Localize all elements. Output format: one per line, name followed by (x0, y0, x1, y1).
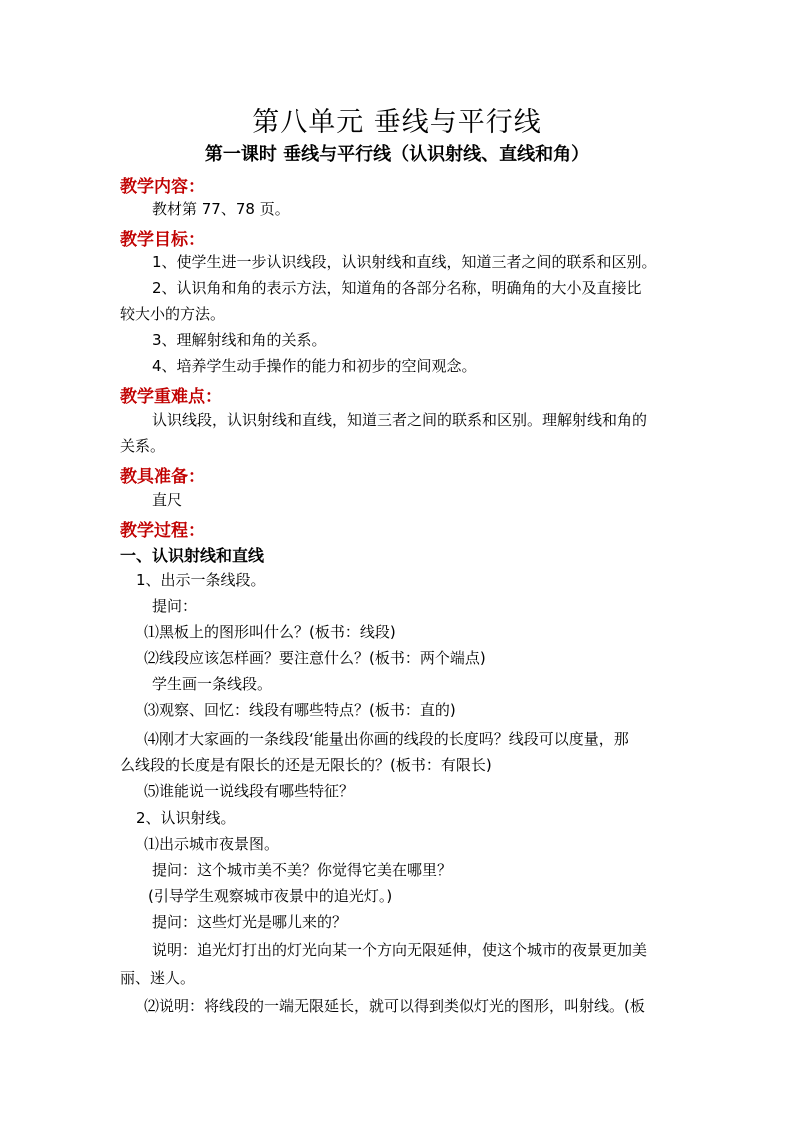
question-3: ⑶观察、回忆：线段有哪些特点？(板书：直的) (144, 701, 456, 719)
question-4-line-1: ⑷刚才大家画的一条线段‘能量出你画的线段的长度吗？线段可以度量，那 (144, 730, 629, 748)
key-points-line-2: 关系。 (120, 437, 166, 455)
question-5: ⑸谁能说一说线段有哪些特征？ (144, 782, 355, 800)
tools-heading: 教具准备： (120, 467, 205, 487)
key-points-line-1: 认识线段，认识射线和直线，知道三者之间的联系和区别。理解射线和角的 (152, 411, 648, 429)
goal-4: 4、培养学生动手操作的能力和初步的空间观念。 (152, 357, 477, 375)
part-1-heading: 一、认识射线和直线 (120, 546, 265, 565)
ray-explain-line-1: 说明：追光灯打出的灯光向某一个方向无限延伸，使这个城市的夜景更加美 (152, 941, 648, 959)
ray-question-2: 提问：这些灯光是哪儿来的？ (152, 913, 348, 931)
goal-2-line-2: 较大小的方法。 (120, 305, 226, 323)
goal-3: 3、理解射线和角的关系。 (152, 331, 327, 349)
page-title: 第八单元 垂线与平行线 (252, 107, 542, 138)
question-4-line-2: 么线段的长度是有限长的还是无限长的？(板书：有限长) (120, 756, 492, 774)
ray-explain-line-2: 丽、迷人。 (120, 969, 196, 987)
goals-heading: 教学目标： (120, 230, 205, 250)
key-points-heading: 教学重难点： (120, 387, 222, 407)
process-heading: 教学过程： (120, 521, 205, 541)
ray-question-1: 提问：这个城市美不美？你觉得它美在哪里？ (152, 861, 453, 879)
content-text: 教材第 77、78 页。 (152, 200, 290, 218)
ray-item-2: ⑵说明：将线段的一端无限延长，就可以得到类似灯光的图形，叫射线。(板 (144, 997, 645, 1015)
question-label: 提问： (152, 597, 198, 615)
step-1: 1、出示一条线段。 (136, 571, 266, 589)
content-heading: 教学内容： (120, 177, 205, 197)
ray-item-1: ⑴出示城市夜景图。 (144, 835, 280, 853)
question-2: ⑵线段应该怎样画？要注意什么？(板书：两个端点) (144, 649, 486, 667)
tools-text: 直尺 (152, 491, 183, 509)
goal-1: 1、使学生进一步认识线段，认识射线和直线，知道三者之间的联系和区别。 (152, 253, 657, 271)
ray-guide: (引导学生观察城市夜景中的追光灯。) (148, 887, 393, 905)
step-2: 2、认识射线。 (136, 809, 236, 827)
question-1: ⑴黑板上的图形叫什么？(板书：线段) (144, 623, 396, 641)
student-draw: 学生画一条线段。 (152, 675, 273, 693)
lesson-subtitle: 第一课时 垂线与平行线（认识射线、直线和角） (204, 144, 590, 165)
goal-2-line-1: 2、认识角和角的表示方法，知道角的各部分名称，明确角的大小及直接比 (152, 279, 642, 297)
